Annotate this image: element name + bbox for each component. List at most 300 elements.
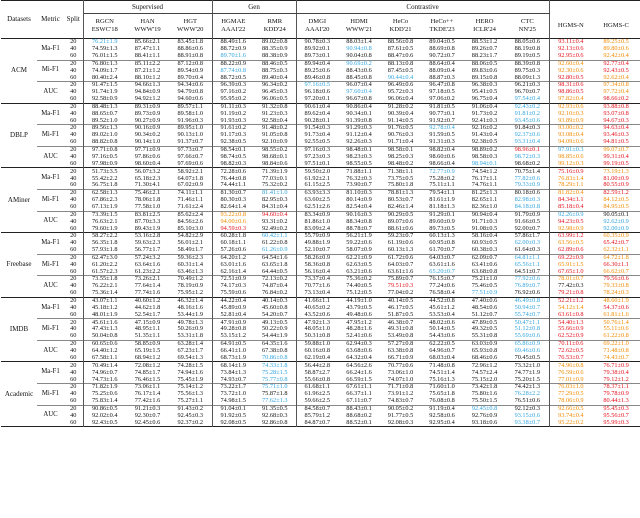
dataset-name: Academic [4, 389, 34, 398]
result-cell: 89.46±0.8 [304, 74, 331, 81]
result-cell: 79.21±0.8 [558, 290, 584, 297]
result-cell: 89.73±0.9 [134, 110, 161, 117]
result-cell: 70.11±0.6 [549, 340, 592, 347]
result-cell: 89.75±0.3 [506, 67, 549, 74]
result-cell: 81.10±0.3 [338, 189, 380, 196]
metric-name: AUC [37, 405, 64, 427]
result-cell: 74.57±2.4 [471, 369, 498, 376]
result-cell: 87.45±0.5 [387, 67, 414, 74]
result-cell: 95.45±0.3 [592, 405, 640, 412]
result-cell: 40.65±0.2 [304, 304, 331, 311]
result-cell: 97.06±0.2 [429, 96, 455, 103]
result-cell: 76.17±1.4 [134, 390, 161, 398]
result-cell: 77.24±0.6 [429, 282, 455, 290]
result-cell: 74.54±1.2 [471, 167, 498, 175]
method-name: RMR [267, 17, 283, 25]
result-cell: 77.01±0.9 [558, 376, 584, 383]
split-value: 40 [64, 132, 83, 139]
result-cell: 49.28±0.8 [220, 326, 247, 333]
result-cell: 70.49±1.4 [92, 361, 118, 369]
result-cell: 88.49±1.6 [220, 38, 247, 46]
table-row [1, 333, 640, 340]
result-cell: 89.43±1.9 [134, 225, 161, 232]
result-cell: 90.04±0.8 [346, 52, 372, 60]
split-value: 60 [64, 269, 83, 276]
table-row [1, 233, 640, 240]
result-cell: 98.68±0.2 [506, 161, 549, 168]
result-cell: 65.91±1.5 [558, 261, 584, 268]
result-cell: 90.27±0.9 [134, 117, 161, 124]
result-cell: 81.86±1.0 [304, 218, 331, 225]
result-cell: 91.32±0.8 [254, 103, 296, 110]
result-cell: 88.52±0.1 [346, 419, 372, 426]
result-cell: 92.93±0.6 [558, 103, 584, 110]
result-cell: 89.02±1.0 [92, 131, 118, 139]
table-row [1, 290, 640, 297]
result-cell: 47.95±1.2 [338, 319, 380, 326]
result-cell: 49.32±0.5 [471, 326, 498, 333]
result-cell: 46.32±1.4 [169, 297, 212, 304]
result-cell: 77.03±0.1 [254, 175, 296, 182]
result-cell: 71.30±4.1 [134, 182, 161, 189]
result-cell: 57.26±0.6 [220, 246, 247, 254]
result-cell: 58.16±0.4 [471, 232, 498, 240]
result-cell: 89.02±0.8 [254, 39, 296, 46]
result-cell: 88.46±0.5 [254, 60, 296, 67]
table-row [1, 247, 640, 254]
result-cell: 57.24±3.2 [126, 254, 169, 261]
result-cell: 59.66±2.5 [304, 397, 331, 405]
result-cell: 75.21±1.0 [463, 276, 506, 283]
split-value: 20 [64, 60, 83, 67]
result-cell: 88.38±0.9 [254, 53, 296, 60]
result-cell: 91.04±0.1 [212, 405, 254, 412]
result-cell: 92.00±0.7 [506, 225, 549, 232]
method-header-heco [380, 14, 421, 39]
result-cell: 91.29±0.3 [338, 125, 380, 132]
result-cell: 89.52±1.0 [92, 117, 118, 124]
result-cell: 94.23±0.5 [558, 218, 584, 225]
method-header-hero [463, 14, 506, 39]
result-cell: 60.16±0.8 [304, 347, 331, 354]
result-cell: 91.92±0.5 [220, 412, 247, 419]
result-cell: 77.29±0.5 [558, 390, 584, 398]
dataset-name: Freebase [6, 260, 32, 269]
split-value: 20 [64, 362, 83, 369]
result-cell: 79.12±1.2 [603, 376, 629, 383]
result-cell: 87.74±0.8 [220, 67, 247, 74]
result-cell: 94.81±0.5 [603, 139, 629, 146]
method-venue: AAAI'20 [305, 26, 330, 33]
result-cell: 59.50±2.0 [304, 167, 331, 175]
result-cell: 88.86±0.6 [169, 46, 212, 53]
result-cell: 91.05±0.8 [254, 132, 296, 139]
result-cell: 97.71±0.8 [83, 146, 126, 153]
result-cell: 47.43±1.3 [92, 326, 118, 333]
result-cell: 64.40±1.2 [92, 347, 118, 354]
method-venue: WWW'20 [177, 26, 204, 33]
result-cell: 95.22±0.2 [558, 419, 584, 426]
method-name: HeCo [392, 17, 409, 25]
result-cell: 62.16±1.4 [220, 268, 247, 275]
result-cell: 88.48±1.3 [92, 103, 118, 110]
result-cell: 87.12±0.8 [169, 60, 212, 67]
result-cell: 98.31±0.6 [549, 82, 592, 89]
result-cell: 75.32±0.2 [254, 182, 296, 189]
result-cell: 91.84±0.3 [506, 125, 549, 132]
result-cell: 41.66±1.1 [304, 297, 331, 304]
method-venue: WWW'21 [345, 26, 373, 33]
result-cell: 81.25±1.3 [463, 189, 506, 196]
metric-name: Mi-F1 [37, 384, 64, 406]
result-cell: 63.38±0.8 [387, 347, 414, 354]
result-cell: 47.91±0.9 [212, 319, 254, 326]
result-cell: 65.56±1.1 [506, 261, 549, 268]
split-value: 40 [64, 412, 83, 419]
result-cell: 89.04±0.5 [429, 38, 455, 46]
result-cell: 88.13±0.8 [380, 60, 421, 67]
method-venue: KDD'24 [263, 26, 286, 33]
result-cell: 45.18±1.2 [92, 304, 118, 311]
result-cell: 73.72±1.0 [220, 390, 247, 398]
result-cell: 98.48±0.2 [387, 160, 414, 167]
result-cell: 63.61±1.6 [429, 261, 455, 268]
result-cell: 64.96±0.7 [429, 347, 455, 354]
result-cell: 74.77±1.9 [506, 369, 549, 376]
group-header-contrastive: Contrastive [296, 1, 549, 14]
result-cell: 94.66±1.3 [126, 82, 169, 89]
result-cell: 50.94±0.7 [506, 304, 549, 311]
result-cell: 75.65±1.8 [429, 390, 455, 398]
result-cell: 78.06±1.8 [134, 196, 161, 204]
result-cell: 88.64±0.4 [421, 60, 463, 67]
result-cell: 75.14±1.2 [169, 384, 212, 391]
result-cell: 61.22±0.8 [603, 333, 629, 340]
split-value: 60 [64, 312, 83, 319]
result-cell: 92.38±0.5 [220, 139, 247, 146]
result-cell: 70.49±1.2 [169, 276, 212, 283]
result-cell: 63.60±2.5 [304, 196, 331, 204]
result-cell: 93.22±0.8 [212, 211, 254, 218]
result-cell: 92.68±0.3 [254, 412, 296, 419]
result-cell: 62.21±0.9 [338, 254, 380, 261]
result-cell: 82.95±0.3 [254, 197, 296, 204]
result-cell: 92.76±0.9 [471, 412, 498, 419]
split-header: Split [64, 1, 83, 39]
split-value: 20 [64, 82, 83, 89]
dataset-group-aminer [1, 168, 640, 233]
result-cell: 62.32±1.1 [603, 246, 629, 254]
result-cell: 88.03±1.4 [346, 38, 372, 46]
split-value: 20 [64, 405, 83, 412]
table-row [1, 168, 640, 175]
result-cell: 50.31±0.8 [304, 333, 331, 340]
result-cell: 57.93±1.8 [92, 246, 118, 254]
result-cell: 76.84±0.2 [254, 290, 296, 297]
method-venue: ICLR'24 [473, 26, 496, 33]
result-cell: 60.13±1.3 [387, 246, 414, 254]
result-cell: 79.51±0.3 [387, 282, 414, 290]
dataset-group-dblp [1, 103, 640, 168]
result-cell: 55.79±0.9 [304, 232, 331, 240]
table-row [1, 355, 640, 362]
result-cell: 75.28±1.5 [254, 369, 296, 376]
result-cell: 76.32±0.3 [346, 175, 372, 182]
result-cell: 49.13±0.5 [254, 319, 296, 326]
result-cell: 76.08±0.8 [429, 397, 455, 405]
result-cell: 64.03±0.7 [387, 261, 414, 268]
metric-name: Ma-F1 [41, 368, 60, 376]
method-name: CTC [520, 17, 534, 25]
result-cell: 53.53±0.4 [429, 311, 455, 318]
split-value: 60 [64, 355, 83, 362]
result-cell: 71.48±0.8 [603, 347, 629, 354]
result-cell: 73.32±1.0 [506, 362, 549, 369]
result-cell: 93.46±0.3 [603, 131, 629, 139]
results-table [1, 0, 640, 427]
table-row [1, 319, 640, 326]
result-cell: 64.56±2.6 [346, 361, 372, 369]
method-name: HeCo++ [430, 17, 454, 25]
result-cell: 74.51±1.4 [429, 369, 455, 376]
result-cell: 61.57±2.3 [92, 268, 118, 275]
split-value: 40 [64, 261, 83, 268]
result-cell: 85.79±1.2 [304, 412, 331, 419]
result-cell: 89.58±1.0 [169, 110, 212, 117]
result-cell: 89.40±0.4 [254, 74, 296, 81]
result-cell: 72.28±0.6 [220, 167, 247, 175]
result-cell: 87.61±0.5 [387, 45, 414, 53]
table-row [1, 283, 640, 290]
result-cell: 98.25±0.3 [387, 153, 414, 160]
result-cell: 58.07±0.9 [346, 246, 372, 254]
metric-name: Ma-F1 [41, 109, 60, 117]
result-cell: 43.07±1.1 [92, 297, 118, 304]
result-cell: 59.22±0.6 [346, 239, 372, 247]
result-cell: 75.50±1.5 [471, 397, 498, 405]
result-cell: 95.72±0.3 [387, 88, 414, 96]
result-cell: 98.60±0.6 [429, 153, 455, 160]
split-value: 40 [64, 175, 83, 182]
result-cell: 93.07±0.8 [603, 110, 629, 117]
table-row [1, 225, 640, 232]
result-cell: 65.93±0.8 [471, 347, 498, 354]
result-cell: 93.15±0.6 [506, 412, 549, 419]
split-value: 60 [64, 182, 83, 189]
result-cell: 85.62±2.4 [169, 211, 212, 218]
result-cell: 88.10±1.2 [134, 74, 161, 81]
method-header-rgcn [83, 14, 126, 39]
result-cell: 55.69±0.6 [506, 333, 549, 340]
split-value: 40 [64, 46, 83, 53]
result-cell: 97.73±0.7 [169, 146, 212, 153]
result-cell: 91.71±0.4 [387, 139, 414, 146]
result-cell: 63.01±1.6 [220, 261, 247, 268]
result-cell: 48.60±1.9 [603, 297, 629, 304]
result-cell: 70.77±0.6 [387, 361, 414, 369]
result-cell: 99.31±0.4 [603, 153, 629, 160]
result-cell: 64.81±1.1 [506, 254, 549, 261]
result-cell: 88.69±0.8 [429, 45, 455, 53]
result-cell: 91.73±0.4 [304, 131, 331, 139]
result-cell: 84.87±0.7 [304, 419, 331, 426]
result-cell: 88.61±0.6 [387, 225, 414, 232]
result-cell: 73.91±1.2 [387, 390, 414, 398]
result-cell: 72.62±0.5 [558, 347, 584, 354]
result-cell: 95.99±0.3 [603, 419, 629, 426]
result-cell: 89.25±0.5 [603, 38, 629, 46]
table-row [1, 67, 640, 74]
result-cell: 76.21±1.9 [92, 38, 118, 46]
datasets-header: Datasets [7, 15, 31, 23]
result-cell: 90.28±0.1 [304, 117, 331, 124]
result-cell: 66.24±1.6 [346, 369, 372, 376]
result-cell: 71.61±2.4 [169, 204, 212, 211]
result-cell: 73.39±1.5 [83, 211, 126, 218]
result-cell: 88.82±0.8 [92, 139, 118, 146]
table-row [1, 82, 640, 89]
result-cell: 92.62±0.4 [603, 74, 629, 81]
method-name: DMGI [308, 17, 327, 25]
result-cell: 50.04±0.8 [92, 333, 118, 340]
method-header-rmr [254, 14, 296, 39]
result-cell: 52.21±1.2 [558, 297, 584, 304]
result-cell: 73.19±1.3 [603, 167, 629, 175]
split-value: 40 [64, 89, 83, 96]
result-cell: 92.60±0.4 [549, 60, 592, 67]
result-cell: 74.33±1.8 [254, 362, 296, 369]
result-cell: 90.94±0.8 [346, 45, 372, 53]
result-cell: 91.37±0.7 [169, 139, 212, 146]
result-cell: 50.26±0.9 [169, 326, 212, 333]
method-header-hdmi [338, 14, 380, 39]
result-cell: 88.72±0.5 [220, 74, 247, 81]
result-cell: 88.41±1.1 [134, 52, 161, 60]
table-row [1, 96, 640, 103]
result-cell: 64.51±0.7 [506, 269, 549, 276]
split-value: 20 [64, 103, 83, 110]
result-cell: 92.30±0.7 [134, 412, 161, 419]
result-cell: 96.06±0.4 [387, 96, 414, 103]
result-cell: 71.60±1.0 [421, 384, 463, 391]
result-cell: 77.82±0.6 [506, 175, 549, 182]
result-cell: 40.60±1.2 [134, 297, 161, 304]
result-cell: 63.28±1.4 [169, 340, 212, 347]
result-cell: 95.95±0.2 [220, 96, 247, 103]
result-cell: 74.73±1.6 [92, 376, 118, 383]
split-value: 60 [64, 290, 83, 297]
result-cell: 59.23±0.7 [387, 232, 414, 240]
result-cell: 60.65±0.6 [83, 340, 126, 347]
result-cell: 88.05±0.6 [506, 39, 549, 46]
result-cell: 91.76±0.5 [380, 125, 421, 132]
result-cell: 92.41±0.3 [471, 117, 498, 124]
result-cell: 74.93±0.7 [220, 376, 247, 383]
result-cell: 96.67±0.8 [346, 96, 372, 103]
result-cell: 76.44±0.8 [220, 175, 247, 182]
table-row [1, 182, 640, 189]
result-cell: 80.14±0.9 [346, 196, 372, 204]
split-value: 60 [64, 74, 83, 81]
result-cell: 91.21±0.3 [126, 405, 169, 412]
result-cell: 78.29±1.1 [558, 182, 584, 189]
result-cell: 79.60±1.9 [92, 225, 118, 232]
metric-name: Ma-F1 [41, 174, 60, 182]
result-cell: 90.77±0.1 [429, 110, 455, 117]
result-cell: 90.16±0.3 [338, 211, 380, 218]
result-cell: 97.66±0.7 [169, 154, 212, 161]
result-cell: 75.87±1.8 [254, 391, 296, 398]
metric-header: Metric [41, 15, 60, 23]
result-cell: 76.17±1.1 [471, 175, 498, 182]
split-value: 60 [64, 96, 83, 103]
result-cell: 79.56±0.6 [592, 276, 640, 283]
result-cell: 60.18±1.1 [220, 239, 247, 247]
result-cell: 62.00±0.3 [506, 240, 549, 247]
result-cell: 91.59±0.5 [429, 131, 455, 139]
result-cell: 91.71±0.3 [471, 218, 498, 225]
result-cell: 54.43±0.6 [429, 333, 455, 340]
result-cell: 78.24±0.3 [603, 290, 629, 297]
result-cell: 76.63±2.1 [92, 218, 118, 225]
result-cell: 94.67±0.3 [603, 117, 629, 124]
result-cell: 89.73±0.5 [429, 225, 455, 232]
table-row [1, 340, 640, 347]
split-value: 40 [64, 369, 83, 376]
result-cell: 44.19±1.0 [346, 297, 372, 304]
result-cell: 91.14±0.5 [387, 117, 414, 124]
result-cell: 91.54±0.3 [296, 125, 338, 132]
result-cell: 58.85±0.9 [126, 340, 169, 347]
split-value: 60 [64, 247, 83, 254]
result-cell: 76.92±0.6 [506, 290, 549, 297]
result-cell: 75.89±0.7 [380, 276, 421, 283]
result-cell: 54.40±1.3 [549, 319, 592, 326]
result-cell: 89.60±0.9 [429, 218, 455, 225]
table-row [1, 46, 640, 53]
metric-name: Mi-F1 [37, 60, 64, 82]
table-row [1, 125, 640, 132]
metric-name: AUC [37, 146, 64, 168]
result-cell: 98.96±0.1 [506, 146, 549, 153]
result-cell: 65.18±2.3 [134, 175, 161, 182]
result-cell: 64.20±1.2 [212, 254, 254, 261]
result-cell: 88.43±0.1 [338, 405, 380, 412]
table-row [1, 348, 640, 355]
split-value: 20 [64, 276, 83, 283]
split-value: 60 [64, 53, 83, 60]
result-cell: 96.06±0.5 [254, 96, 296, 103]
result-cell: 62.63±0.5 [346, 261, 372, 268]
result-cell: 91.28±0.2 [387, 103, 414, 110]
result-cell: 61.70±0.7 [429, 246, 455, 254]
result-cell: 88.22±0.9 [212, 60, 254, 67]
result-cell: 98.54±0.1 [212, 146, 254, 153]
result-cell: 90.05±0.1 [592, 211, 640, 218]
result-cell: 91.31±0.3 [429, 139, 455, 146]
dataset-name: AMiner [7, 195, 31, 204]
result-cell: 98.58±0.1 [380, 146, 421, 153]
result-cell: 67.38±0.8 [254, 348, 296, 355]
result-cell: 92.95±0.4 [429, 419, 455, 426]
result-cell: 61.22±0.8 [254, 240, 296, 247]
result-cell: 58.87±2.7 [304, 369, 331, 376]
result-cell: 90.13±1.0 [169, 132, 212, 139]
result-cell: 74.59±1.3 [92, 45, 118, 53]
result-cell: 97.23±0.3 [304, 153, 331, 160]
result-cell: 76.89±0.7 [506, 283, 549, 290]
result-cell: 40.14±0.5 [387, 297, 414, 304]
